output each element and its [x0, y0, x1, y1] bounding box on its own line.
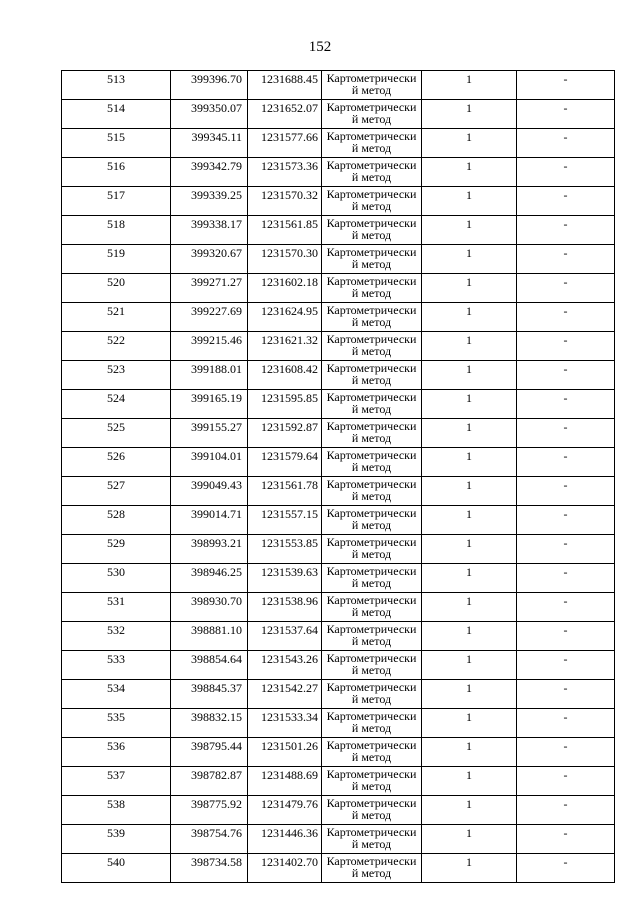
method-line-1: Картометрически [326, 187, 417, 201]
y-coordinate-cell: 1231592.87 [248, 419, 322, 448]
method-cell [322, 245, 422, 274]
table-row [62, 477, 615, 506]
method-line-1: Картометрически [326, 854, 417, 868]
method-cell [322, 854, 422, 883]
description-cell: - [517, 767, 615, 796]
accuracy-cell: 1 [422, 71, 517, 100]
point-number-cell: 524 [62, 390, 171, 419]
table-row [62, 535, 615, 564]
x-coordinate-cell: 399339.25 [171, 187, 248, 216]
accuracy-cell: 1 [422, 854, 517, 883]
accuracy-cell: 1 [422, 535, 517, 564]
method-line-1: Картометрически [326, 361, 417, 375]
y-coordinate-cell: 1231557.15 [248, 506, 322, 535]
y-coordinate-cell: 1231553.85 [248, 535, 322, 564]
method-line-2: й метод [351, 170, 392, 184]
x-coordinate-cell: 399104.01 [171, 448, 248, 477]
y-coordinate-cell: 1231621.32 [248, 332, 322, 361]
x-coordinate-cell: 398946.25 [171, 564, 248, 593]
y-coordinate-cell: 1231479.76 [248, 796, 322, 825]
description-cell: - [517, 216, 615, 245]
method-cell [322, 100, 422, 129]
coordinates-table [61, 70, 615, 883]
description-cell: - [517, 361, 615, 390]
method-line-1: Картометрически [326, 129, 417, 143]
x-coordinate-cell: 398930.70 [171, 593, 248, 622]
point-number-cell: 529 [62, 535, 171, 564]
method-line-2: й метод [351, 750, 392, 764]
method-cell [322, 709, 422, 738]
point-number-cell: 516 [62, 158, 171, 187]
method-line-1: Картометрически [326, 593, 417, 607]
x-coordinate-cell: 399320.67 [171, 245, 248, 274]
description-cell: - [517, 448, 615, 477]
table-row [62, 245, 615, 274]
method-cell [322, 361, 422, 390]
method-line-2: й метод [351, 344, 392, 358]
description-cell: - [517, 622, 615, 651]
y-coordinate-cell: 1231577.66 [248, 129, 322, 158]
method-line-2: й метод [351, 431, 392, 445]
point-number-cell: 513 [62, 71, 171, 100]
method-line-2: й метод [351, 547, 392, 561]
y-coordinate-cell: 1231688.45 [248, 71, 322, 100]
description-cell: - [517, 854, 615, 883]
y-coordinate-cell: 1231624.95 [248, 303, 322, 332]
method-line-1: Картометрически [326, 796, 417, 810]
point-number-cell: 521 [62, 303, 171, 332]
description-cell: - [517, 129, 615, 158]
method-line-1: Картометрически [326, 738, 417, 752]
point-number-cell: 515 [62, 129, 171, 158]
method-line-2: й метод [351, 257, 392, 271]
page-number: 152 [308, 39, 332, 55]
method-line-1: Картометрически [326, 448, 417, 462]
description-cell: - [517, 245, 615, 274]
x-coordinate-cell: 398881.10 [171, 622, 248, 651]
method-line-2: й метод [351, 808, 392, 822]
x-coordinate-cell: 398734.58 [171, 854, 248, 883]
y-coordinate-cell: 1231570.32 [248, 187, 322, 216]
method-cell [322, 506, 422, 535]
point-number-cell: 518 [62, 216, 171, 245]
accuracy-cell: 1 [422, 332, 517, 361]
y-coordinate-cell: 1231501.26 [248, 738, 322, 767]
y-coordinate-cell: 1231595.85 [248, 390, 322, 419]
x-coordinate-cell: 399049.43 [171, 477, 248, 506]
point-number-cell: 539 [62, 825, 171, 854]
method-line-1: Картометрически [326, 390, 417, 404]
accuracy-cell: 1 [422, 158, 517, 187]
method-line-1: Картометрически [326, 506, 417, 520]
point-number-cell: 523 [62, 361, 171, 390]
x-coordinate-cell: 399271.27 [171, 274, 248, 303]
y-coordinate-cell: 1231488.69 [248, 767, 322, 796]
y-coordinate-cell: 1231561.85 [248, 216, 322, 245]
method-line-1: Картометрически [326, 274, 417, 288]
description-cell: - [517, 796, 615, 825]
method-line-1: Картометрически [326, 158, 417, 172]
table-row [62, 448, 615, 477]
y-coordinate-cell: 1231561.78 [248, 477, 322, 506]
x-coordinate-cell: 399155.27 [171, 419, 248, 448]
y-coordinate-cell: 1231402.70 [248, 854, 322, 883]
table-row [62, 158, 615, 187]
accuracy-cell: 1 [422, 564, 517, 593]
method-cell [322, 680, 422, 709]
x-coordinate-cell: 398993.21 [171, 535, 248, 564]
method-cell [322, 390, 422, 419]
y-coordinate-cell: 1231608.42 [248, 361, 322, 390]
accuracy-cell: 1 [422, 390, 517, 419]
point-number-cell: 535 [62, 709, 171, 738]
method-line-2: й метод [351, 460, 392, 474]
accuracy-cell: 1 [422, 419, 517, 448]
table-row [62, 767, 615, 796]
accuracy-cell: 1 [422, 448, 517, 477]
method-line-1: Картометрически [326, 825, 417, 839]
method-line-1: Картометрически [326, 622, 417, 636]
y-coordinate-cell: 1231602.18 [248, 274, 322, 303]
description-cell: - [517, 390, 615, 419]
method-line-1: Картометрически [326, 709, 417, 723]
method-line-2: й метод [351, 199, 392, 213]
table-row [62, 593, 615, 622]
method-cell [322, 622, 422, 651]
x-coordinate-cell: 398775.92 [171, 796, 248, 825]
accuracy-cell: 1 [422, 709, 517, 738]
point-number-cell: 531 [62, 593, 171, 622]
y-coordinate-cell: 1231537.64 [248, 622, 322, 651]
method-line-2: й метод [351, 721, 392, 735]
table-row [62, 361, 615, 390]
method-cell [322, 564, 422, 593]
description-cell: - [517, 651, 615, 680]
x-coordinate-cell: 398854.64 [171, 651, 248, 680]
method-line-1: Картометрически [326, 303, 417, 317]
point-number-cell: 519 [62, 245, 171, 274]
method-line-1: Картометрически [326, 100, 417, 114]
method-cell [322, 651, 422, 680]
y-coordinate-cell: 1231533.34 [248, 709, 322, 738]
description-cell: - [517, 564, 615, 593]
method-line-2: й метод [351, 228, 392, 242]
method-cell [322, 477, 422, 506]
point-number-cell: 536 [62, 738, 171, 767]
x-coordinate-cell: 399188.01 [171, 361, 248, 390]
x-coordinate-cell: 399165.19 [171, 390, 248, 419]
y-coordinate-cell: 1231573.36 [248, 158, 322, 187]
table-row [62, 854, 615, 883]
accuracy-cell: 1 [422, 651, 517, 680]
method-line-1: Картометрически [326, 216, 417, 230]
method-cell [322, 535, 422, 564]
method-cell [322, 419, 422, 448]
y-coordinate-cell: 1231570.30 [248, 245, 322, 274]
method-line-2: й метод [351, 576, 392, 590]
accuracy-cell: 1 [422, 245, 517, 274]
accuracy-cell: 1 [422, 303, 517, 332]
table-row [62, 419, 615, 448]
method-line-2: й метод [351, 315, 392, 329]
description-cell: - [517, 477, 615, 506]
point-number-cell: 538 [62, 796, 171, 825]
description-cell: - [517, 593, 615, 622]
method-line-2: й метод [351, 837, 392, 851]
method-line-1: Картометрически [326, 245, 417, 259]
accuracy-cell: 1 [422, 738, 517, 767]
description-cell: - [517, 332, 615, 361]
table-row [62, 216, 615, 245]
x-coordinate-cell: 398782.87 [171, 767, 248, 796]
table-body [62, 71, 615, 883]
x-coordinate-cell: 398795.44 [171, 738, 248, 767]
method-cell [322, 767, 422, 796]
method-line-2: й метод [351, 286, 392, 300]
method-cell [322, 71, 422, 100]
table-row [62, 506, 615, 535]
point-number-cell: 520 [62, 274, 171, 303]
x-coordinate-cell: 399227.69 [171, 303, 248, 332]
point-number-cell: 534 [62, 680, 171, 709]
accuracy-cell: 1 [422, 477, 517, 506]
method-line-2: й метод [351, 634, 392, 648]
x-coordinate-cell: 399338.17 [171, 216, 248, 245]
accuracy-cell: 1 [422, 767, 517, 796]
description-cell: - [517, 419, 615, 448]
accuracy-cell: 1 [422, 216, 517, 245]
method-line-2: й метод [351, 112, 392, 126]
method-cell [322, 796, 422, 825]
description-cell: - [517, 71, 615, 100]
description-cell: - [517, 535, 615, 564]
accuracy-cell: 1 [422, 187, 517, 216]
x-coordinate-cell: 399014.71 [171, 506, 248, 535]
table-row [62, 738, 615, 767]
accuracy-cell: 1 [422, 100, 517, 129]
method-line-2: й метод [351, 83, 392, 97]
method-line-2: й метод [351, 692, 392, 706]
description-cell: - [517, 709, 615, 738]
table-row [62, 71, 615, 100]
table-row [62, 303, 615, 332]
method-cell [322, 303, 422, 332]
x-coordinate-cell: 398845.37 [171, 680, 248, 709]
description-cell: - [517, 158, 615, 187]
method-line-1: Картометрически [326, 419, 417, 433]
table-row [62, 622, 615, 651]
y-coordinate-cell: 1231543.26 [248, 651, 322, 680]
x-coordinate-cell: 399342.79 [171, 158, 248, 187]
method-cell [322, 129, 422, 158]
method-line-1: Картометрически [326, 564, 417, 578]
accuracy-cell: 1 [422, 796, 517, 825]
method-cell [322, 448, 422, 477]
description-cell: - [517, 825, 615, 854]
method-line-1: Картометрически [326, 767, 417, 781]
y-coordinate-cell: 1231652.07 [248, 100, 322, 129]
table-row [62, 187, 615, 216]
x-coordinate-cell: 398754.76 [171, 825, 248, 854]
point-number-cell: 540 [62, 854, 171, 883]
method-line-1: Картометрически [326, 71, 417, 85]
table-row [62, 651, 615, 680]
method-line-2: й метод [351, 518, 392, 532]
accuracy-cell: 1 [422, 274, 517, 303]
point-number-cell: 527 [62, 477, 171, 506]
method-line-2: й метод [351, 605, 392, 619]
x-coordinate-cell: 399396.70 [171, 71, 248, 100]
x-coordinate-cell: 399345.11 [171, 129, 248, 158]
y-coordinate-cell: 1231539.63 [248, 564, 322, 593]
point-number-cell: 528 [62, 506, 171, 535]
point-number-cell: 530 [62, 564, 171, 593]
method-line-1: Картометрически [326, 535, 417, 549]
description-cell: - [517, 274, 615, 303]
description-cell: - [517, 100, 615, 129]
method-line-2: й метод [351, 141, 392, 155]
method-line-2: й метод [351, 779, 392, 793]
y-coordinate-cell: 1231542.27 [248, 680, 322, 709]
method-line-2: й метод [351, 663, 392, 677]
point-number-cell: 517 [62, 187, 171, 216]
point-number-cell: 525 [62, 419, 171, 448]
method-cell [322, 332, 422, 361]
y-coordinate-cell: 1231446.36 [248, 825, 322, 854]
method-line-2: й метод [351, 373, 392, 387]
method-cell [322, 825, 422, 854]
method-cell [322, 187, 422, 216]
point-number-cell: 522 [62, 332, 171, 361]
table-row [62, 274, 615, 303]
description-cell: - [517, 506, 615, 535]
table-row [62, 390, 615, 419]
table-row [62, 129, 615, 158]
accuracy-cell: 1 [422, 622, 517, 651]
point-number-cell: 532 [62, 622, 171, 651]
method-cell [322, 738, 422, 767]
accuracy-cell: 1 [422, 129, 517, 158]
accuracy-cell: 1 [422, 593, 517, 622]
y-coordinate-cell: 1231579.64 [248, 448, 322, 477]
method-cell [322, 158, 422, 187]
table-row [62, 564, 615, 593]
point-number-cell: 533 [62, 651, 171, 680]
method-line-2: й метод [351, 489, 392, 503]
method-cell [322, 216, 422, 245]
accuracy-cell: 1 [422, 506, 517, 535]
method-line-2: й метод [351, 402, 392, 416]
table-row [62, 100, 615, 129]
point-number-cell: 514 [62, 100, 171, 129]
method-line-1: Картометрически [326, 332, 417, 346]
point-number-cell: 526 [62, 448, 171, 477]
method-line-2: й метод [351, 866, 392, 880]
y-coordinate-cell: 1231538.96 [248, 593, 322, 622]
description-cell: - [517, 680, 615, 709]
point-number-cell: 537 [62, 767, 171, 796]
x-coordinate-cell: 398832.15 [171, 709, 248, 738]
table-row [62, 796, 615, 825]
accuracy-cell: 1 [422, 825, 517, 854]
table-row [62, 680, 615, 709]
table-row [62, 709, 615, 738]
x-coordinate-cell: 399215.46 [171, 332, 248, 361]
description-cell: - [517, 303, 615, 332]
table-row [62, 825, 615, 854]
method-line-1: Картометрически [326, 477, 417, 491]
method-line-1: Картометрически [326, 651, 417, 665]
method-line-1: Картометрически [326, 680, 417, 694]
method-cell [322, 593, 422, 622]
accuracy-cell: 1 [422, 361, 517, 390]
description-cell: - [517, 187, 615, 216]
method-cell [322, 274, 422, 303]
accuracy-cell: 1 [422, 680, 517, 709]
description-cell: - [517, 738, 615, 767]
x-coordinate-cell: 399350.07 [171, 100, 248, 129]
table-row [62, 332, 615, 361]
